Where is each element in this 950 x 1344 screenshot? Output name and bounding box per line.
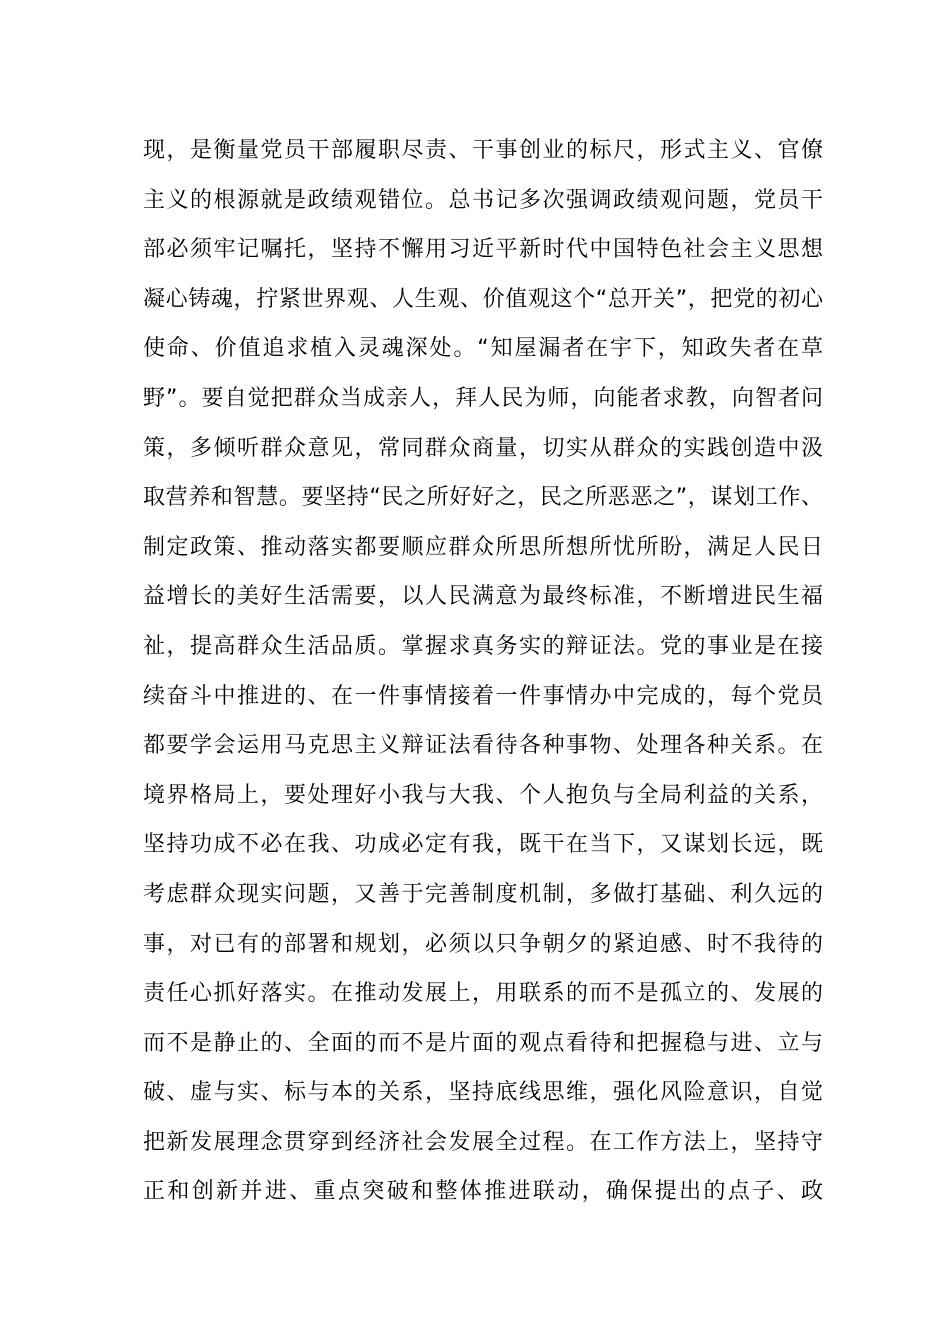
text-line: 把新发展理念贯穿到经济社会发展全过程。在工作方法上，坚持守 [143, 1129, 823, 1155]
text-line: 续奋斗中推进的、在一件事情接着一件事情办中完成的，每个党员 [143, 683, 823, 709]
text-line: 而不是静止的、全面的而不是片面的观点看待和把握稳与进、立与 [143, 1030, 823, 1056]
text-line: 野”。要自觉把群众当成亲人，拜人民为师，向能者求教，向智者问 [143, 385, 823, 411]
text-line: 取营养和智慧。要坚持“民之所好好之，民之所恶恶之”，谋划工作、 [143, 485, 823, 511]
text-line: 益增长的美好生活需要，以人民满意为最终标准，不断增进民生福 [143, 584, 823, 610]
text-line: 制定政策、推动落实都要顺应群众所思所想所忧所盼，满足人民日 [143, 534, 823, 560]
text-line: 坚持功成不必在我、功成必定有我，既干在当下，又谋划长远，既 [143, 832, 823, 858]
text-line: 都要学会运用马克思主义辩证法看待各种事物、处理各种关系。在 [143, 733, 823, 759]
text-line: 现，是衡量党员干部履职尽责、干事创业的标尺，形式主义、官僚 [143, 138, 823, 163]
body-text [143, 126, 823, 1217]
text-line: 策，多倾听群众意见，常同群众商量，切实从群众的实践创造中汲 [143, 435, 823, 461]
text-line: 主义的根源就是政绩观错位。总书记多次强调政绩观问题，党员干 [143, 187, 823, 213]
text-line: 境界格局上，要处理好小我与大我、个人抱负与全局利益的关系， [143, 782, 823, 808]
text-line: 责任心抓好落实。在推动发展上，用联系的而不是孤立的、发展的 [143, 981, 823, 1007]
text-line: 祉，提高群众生活品质。掌握求真务实的辩证法。党的事业是在接 [143, 633, 823, 659]
text-line: 事，对已有的部署和规划，必须以只争朝夕的紧迫感、时不我待的 [143, 931, 823, 957]
text-line: 破、虚与实、标与本的关系，坚持底线思维，强化风险意识，自觉 [143, 1080, 823, 1106]
text-line: 考虑群众现实问题，又善于完善制度机制，多做打基础、利久远的 [143, 881, 823, 907]
text-line: 使命、价值追求植入灵魂深处。“知屋漏者在宇下，知政失者在草 [143, 336, 823, 362]
text-line: 正和创新并进、重点突破和整体推进联动，确保提出的点子、政 [143, 1179, 823, 1205]
text-line: 部必须牢记嘱托，坚持不懈用习近平新时代中国特色社会主义思想 [143, 237, 823, 263]
text-line: 凝心铸魂，拧紧世界观、人生观、价值观这个“总开关”，把党的初心 [143, 286, 823, 312]
